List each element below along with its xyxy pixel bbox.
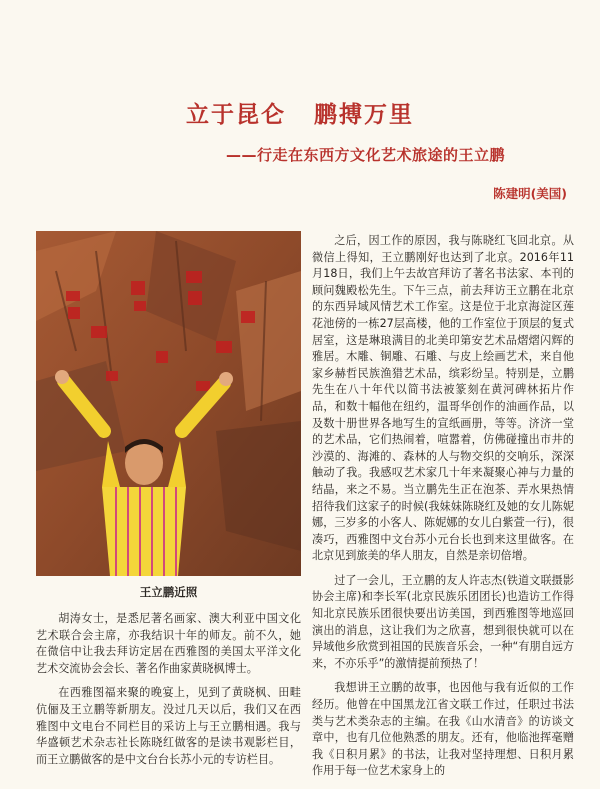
left-column bbox=[36, 611, 301, 768]
right-paragraph-3: 我想讲王立鹏的故事，也因他与我有近似的工作经历。他曾在中国黑龙江省文联工作过，任职过书法类与艺术类杂志的主编。在我《山水清音》的访谈文章中，也有几位他熟悉的朋友。还有，他临池挥毫赠我《日积月累》的书法，让我对坚持理想、日积月累作用于每一位艺术家身上的 bbox=[312, 681, 574, 778]
portrait-photo-image bbox=[36, 231, 301, 576]
title-part-1: 立于昆仑 bbox=[186, 102, 286, 128]
portrait-photo bbox=[36, 231, 301, 576]
article-author: 陈建明(美国) bbox=[493, 186, 567, 201]
left-paragraph-1: 胡涛女士，是悉尼著名画家、澳大利亚中国文化艺术联合会主席，亦我结识十年的师友。前不久，她在微信中让我去拜访定居在西雅图的美国太平洋文化艺术交流协会会长、著名作曲家黄晓枫博士。 bbox=[36, 612, 301, 675]
right-column bbox=[312, 233, 574, 780]
right-paragraph-1: 之后，因工作的原因，我与陈晓红飞回北京。从微信上得知，王立鹏刚好也达到了北京。2016年11月18日，我们上午去故宫拜访了著名书法家、本刊的顾问魏殿松先生。下午三点，前去拜访王立鹏在北京的东西异域风情艺术工作室。这是位于北京海淀区莲花池傍的一栋27层高楼，他的工作室位于顶层的复式居室，这是琳琅满目的北美印第安艺术品熠熠闪辉的雅居。木雕、铜雕、石雕、与皮上绘画艺术，来自他家乡赫哲民族渔猎艺术品，缤彩纷呈。特别是，立鹏先生在八十年代以简书法被篆刻在黄河碑林拓片作品，和数十幅他在纽约，温哥华创作的油画作品，以及数十册世界各地写生的宣纸画册，等等。济济一堂的艺术品，它们热闹着，喧嚣着，仿佛碰撞出市井的沙漠的、海滩的、森林的人与物交织的交响乐，深深触动了我。我感叹艺术家几十年来凝聚心神与力量的结晶，来之不易。当立鹏先生正在泡茶、弄水果热情招待我们这家子的时候(我妹妹陈晓红及她的女儿陈妮娜，三岁多的小客人、陈妮娜的女儿白紫萱一行)，很凑巧，西雅图中文台苏小元台长也到来这里做客。在北京见到旅美的华人朋友，自然是亲切倍增。 bbox=[312, 234, 574, 563]
article-subtitle: ——行走在东西方文化艺术旅途的王立鹏 bbox=[226, 146, 506, 164]
photo-caption: 王立鹏近照 bbox=[139, 585, 198, 599]
article-title bbox=[0, 96, 600, 129]
left-paragraph-2: 在西雅图福来聚的晚宴上，见到了黄晓枫、田畦伉俪及王立鹏等新朋友。没过几天以后，我们又在西雅图中文电台不同栏目的采访上与王立鹏相遇。我与华盛顿艺术杂志社长陈晓红做客的是读书观影栏目，而王立鹏做客的是中文台台长苏小元的专访栏目。 bbox=[36, 686, 301, 766]
right-paragraph-2: 过了一会儿，王立鹏的友人许志杰(铁道文联摄影协会主席)和李长军(北京民族乐团团长)也造访工作得知北京民族乐团很快要出访美国，到西雅图等地巡回演出的消息，这让我们为之欣喜，想到很快就可以在异域他乡欣赏到祖国的民族音乐会，一种“有朋自远方来，不亦乐乎”的激情提前预热了！ bbox=[312, 573, 574, 670]
title-part-2: 鹏搏万里 bbox=[314, 102, 414, 128]
